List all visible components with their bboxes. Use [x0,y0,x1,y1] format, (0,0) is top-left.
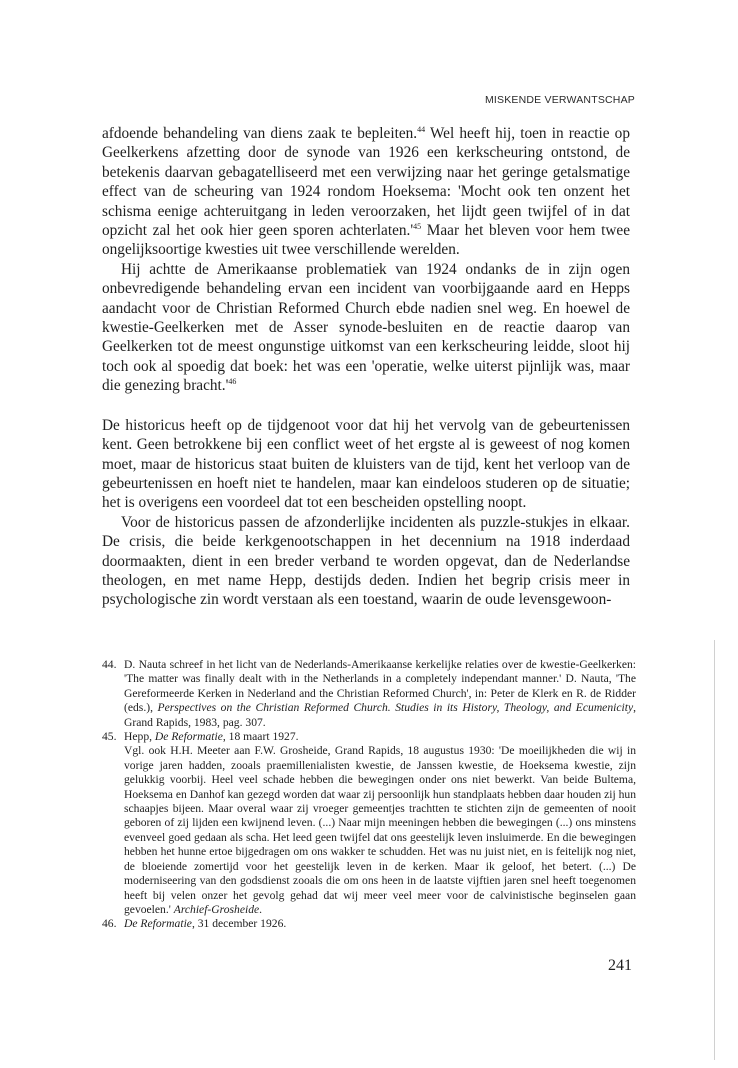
footnote-text: D. Nauta schreef in het licht van de Nederlands-Amerikaanse kerkelijke relaties over de kwestie-Geelkerken: 'The matter was finally dealt with in the Netherlands in a completely independant manner.' D. Nauta, 'The Gereformeerde Kerken in Nederland and the Christian Reformed Church', in: Peter de Klerk en R. de Ridder (eds.), Perspectives on the Christian Reformed Church. Studies in its History, Theology, and Ecumenicity, Grand Rapids, 1983, pag. 307. [124,658,636,729]
footnote-ref-46[interactable]: 46 [228,377,237,387]
page-number: 241 [608,957,632,974]
paragraph-4: Voor de historicus passen de afzonderlijke incidenten als puzzle-stukjes in elkaar. De crisis, die beide kerkgenootschappen in het decennium na 1918 inderdaad doormaakten, dient in een breder verband te worden opgevat, dan de Nederlandse theologen, en met name Hepp, destijds deden. Indien het begrip crisis meer in psychologische zin wordt verstaan als een toestand, waarin de oude levensgewoon- [102,513,630,609]
footnote-45 [102,730,636,917]
footnote-44 [102,658,636,730]
section-break [102,396,630,416]
footnote-number: 44. [102,658,117,671]
footnote-number: 45. [102,730,117,744]
footnote-text: Hepp, De Reformatie, 18 maart 1927. Vgl. ook H.H. Meeter aan F.W. Grosheide, Grand Rapids, 18 augustus 1930: 'De moeilijkheden die wij in vorige jaren hadden, zooals praemillenialisten kwestie, de Janssen kwestie, de Hoeksema kwestie, zijn gelukkig voorbij. Heel veel schade hebben die bewegingen onder ons niet bewerkt. Van beide Bultema, Hoeksema en Danhof kan gezegd worden dat waar zij persoonlijk hun standplaats hebben daar houden zij hun schaapjes bijeen. Maar overal waar zij vroeger gemeentjes trachtten te stichten zijn de gemeenten of nooit geboren of zij lijden een kwijnend leven. (...) Naar mijn meeningen hebben die bewegingen (...) ons minstens evenveel goed gedaan als scha. Het leed geen twijfel dat ons geestelijk leven insluimerde. En die bewegingen hebben het hunne ertoe bijgedragen om ons wakker te schudden. Het was nu juist niet, en is feitelijk nog niet, de bloeiende zomertijd voor het geestelijk leven in de kerken. Maar ik geloof, het betert. (...) De moderniseering van den godsdienst zooals die om ons heen in de laatste vijftien jaren snel heeft toegenomen heeft bij velen onzer het gevolg gehad dat wij meer veel meer voor de calvinistische beginselen gaan gevoelen.' Archief-Grosheide. [124,730,636,916]
running-head: MISKENDE VERWANTSCHAP [484,94,635,106]
paragraph-2: Hij achtte de Amerikaanse problematiek van 1924 ondanks de in zijn ogen onbevredigende behandeling ervan een incident van voorbijgaande aard en Hepps aandacht voor de Christian Reformed Church ebde nadien snel weg. En hoewel de kwestie-Geelkerken met de Asser synode-besluiten en de reactie daarop van Geelkerken tot de meest ongunstige uitkomst van een kerkscheuring leidde, sloot hij toch ook al spoedig dat boek: het was een 'operatie, welke uiterst pijnlijk was, maar die genezing $bracht.'^{46}$ [102,260,630,395]
body-text [102,124,630,610]
footnote-text: De Reformatie, 31 december 1926. [124,917,287,931]
archive-title: Archief-Grosheide [173,902,260,916]
footnote-ref-45[interactable]: 45 [413,222,422,232]
footnote-46 [102,917,636,931]
paragraph-3: De historicus heeft op de tijdgenoot voor dat hij het vervolg van de gebeurtenissen kent. Geen betrokkene bij een conflict weet of het ergste al is geweest of nog komen moet, maar de historicus staat buiten de kluisters van de tijd, kent het verloop van de gebeurtenissen en hoeft niet te handelen, maar kan eindeloos studeren op de situatie; het is overigens een voordeel dat tot een bescheiden opstelling noopt. [102,416,630,512]
periodical-title: De Reformatie [124,917,192,931]
periodical-title: De Reformatie [154,730,223,744]
paragraph-1: afdoende behandeling van diens zaak te bepleiten.$^{44}$ Wel heeft hij, toen in reactie op Geelkerkens afzetting door de synode van 1926 een kerkscheuring ontstond, de betekenis daarvan gebagatelliseerd met een verwijzing naar het geringe getalsmatige effect van de scheuring van 1924 rondom Hoeksema: 'Mocht ook ten onzent het schisma eenige achteruitgang in leden veroorzaken, het lijdt geen twijfel of in dat opzicht zal het ook hier geen sporen $achterlaten.'^{45}$ Maar het bleven voor hem twee ongelijksoortige kwesties uit twee verschillende werelden. [102,125,630,259]
book-title: Perspectives on the Christian Reformed Church. Studies in its History, Theology, and Ecumenicity [157,701,634,715]
footnotes [102,658,636,932]
footnote-ref-44[interactable]: 44 [417,125,426,134]
footnote-number: 46. [102,917,117,931]
scan-edge-line [714,640,716,1060]
